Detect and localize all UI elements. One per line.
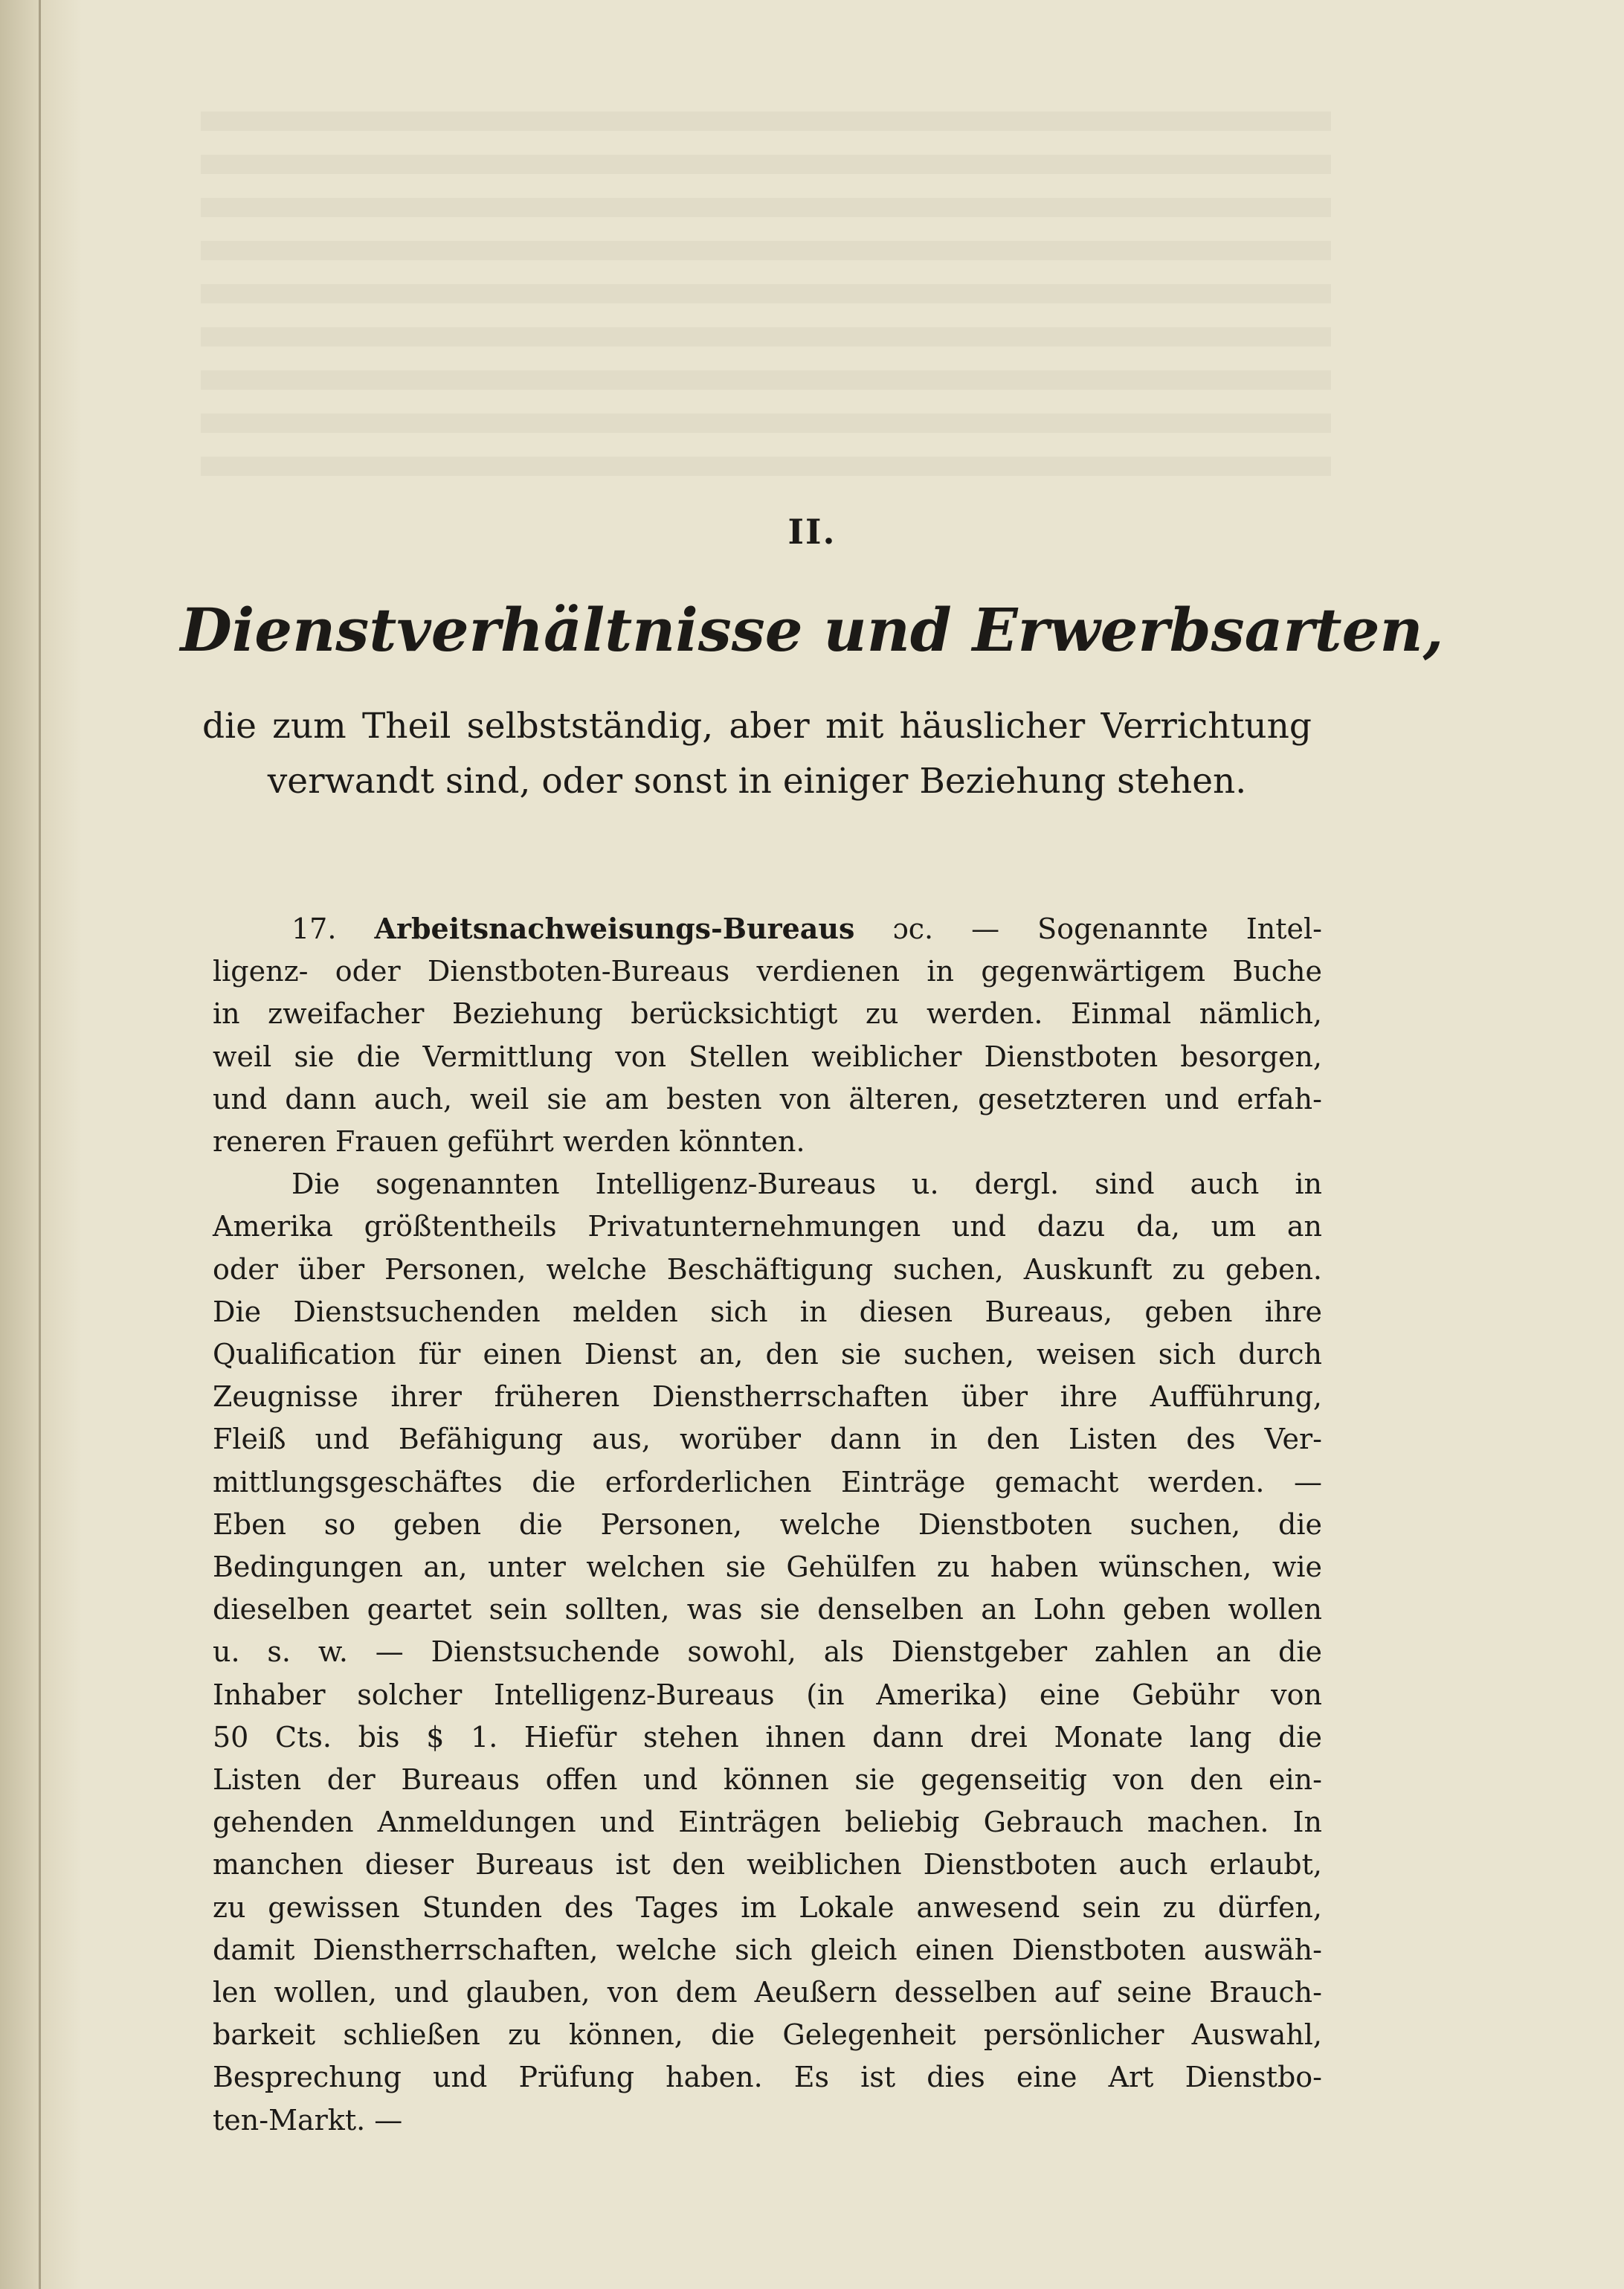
article-title-suffix: ɔc. — — [892, 912, 1000, 945]
paragraph1-line: reneren Frauen geführt werden könnten. — [213, 1125, 805, 1159]
book-binding-edge — [39, 0, 41, 2289]
paragraph2-line: oder über Personen, welche Beschäftigung suchen, Auskunft zu geben. — [213, 1252, 1322, 1286]
paragraph2-line: Bedingungen an, unter welchen sie Gehülfen zu haben wünschen, wie — [213, 1551, 1322, 1584]
paragraph2-line: dieselben geartet sein sollten, was sie denselben an Lohn geben wollen — [213, 1593, 1322, 1626]
article-title: Arbeitsnachweisungs-Bureaus — [374, 912, 855, 945]
paragraph2-line: damit Dienstherrschaften, welche sich gleich einen Dienstboten auswäh- — [213, 1933, 1322, 1966]
section-title: Dienstverhältnisse und Erwerbsarten, — [180, 595, 1444, 665]
section-number: II. — [787, 512, 837, 552]
paragraph1-line: und dann auch, weil sie am besten von älteren, gesetzteren und erfah- — [213, 1082, 1322, 1115]
paragraph2-line: Die sogenannten Intelligenz-Bureaus u. dergl. sind auch in — [291, 1168, 1322, 1201]
paragraph2-line: Listen der Bureaus offen und können sie gegenseitig von den ein- — [213, 1763, 1322, 1797]
paragraph2-line: 50 Cts. bis $ 1. Hiefür stehen ihnen dann drei Monate lang die — [213, 1720, 1322, 1754]
paragraph1-line: Sogenannte Intel- — [1037, 912, 1322, 945]
paragraph2-line: Qualification für einen Dienst an, den sie suchen, weisen sich durch — [213, 1338, 1322, 1371]
paragraph2-line: barkeit schließen zu können, die Gelegenheit persönlicher Auswahl, — [213, 2018, 1322, 2052]
paragraph2-line: Zeugnisse ihrer früheren Dienstherrschaften über ihre Aufführung, — [213, 1380, 1322, 1414]
paragraph2-line: zu gewissen Stunden des Tages im Lokale anwesend sein zu dürfen, — [213, 1890, 1322, 1924]
article-heading-line — [213, 907, 1322, 950]
paragraph1-line: in zweifacher Beziehung berücksichtigt zu werden. Einmal nämlich, — [213, 997, 1322, 1031]
paragraph1-line: weil sie die Vermittlung von Stellen weiblicher Dienstboten besorgen, — [213, 1040, 1322, 1073]
paragraph2-line: ten-Markt. — — [213, 2103, 403, 2137]
paragraph2-line: Eben so geben die Personen, welche Dienstboten suchen, die — [213, 1507, 1322, 1541]
paragraph2-line: Amerika größtentheils Privatunternehmungen und dazu da, um an — [213, 1210, 1322, 1243]
paragraph2-line: len wollen, und glauben, von dem Aeußern desselben auf seine Brauch- — [213, 1976, 1322, 2009]
paragraph2-line: gehenden Anmeldungen und Einträgen beliebig Gebrauch machen. In — [213, 1806, 1322, 1839]
article-number: 17. — [291, 912, 337, 945]
show-through-bleed — [201, 112, 1331, 483]
book-gutter-shadow — [0, 0, 82, 2289]
article-body — [213, 907, 1322, 2142]
section-subtitle: die zum Theil selbstständig, aber mit häuslicher Verrichtung verwandt sind, oder sonst in einiger Beziehung stehen. — [202, 706, 1312, 802]
paragraph2-line: Besprechung und Prüfung haben. Es ist dies eine Art Dienstbo- — [213, 2061, 1322, 2094]
paragraph2-line: Inhaber solcher Intelligenz-Bureaus (in Amerika) eine Gebühr von — [213, 1678, 1322, 1711]
paragraph2-line: Die Dienstsuchenden melden sich in diesen Bureaus, geben ihre — [213, 1295, 1322, 1328]
paragraph1-line: ligenz- oder Dienstboten-Bureaus verdienen in gegenwärtigem Buche — [213, 955, 1322, 988]
paragraph2-line: u. s. w. — Dienstsuchende sowohl, als Dienstgeber zahlen an die — [213, 1635, 1322, 1669]
paragraph2-line: manchen dieser Bureaus ist den weiblichen Dienstboten auch erlaubt, — [213, 1848, 1322, 1881]
paragraph2-line: Fleiß und Befähigung aus, worüber dann in den Listen des Ver- — [213, 1423, 1322, 1456]
paragraph2-line: mittlungsgeschäftes die erforderlichen Einträge gemacht werden. — — [213, 1465, 1322, 1498]
